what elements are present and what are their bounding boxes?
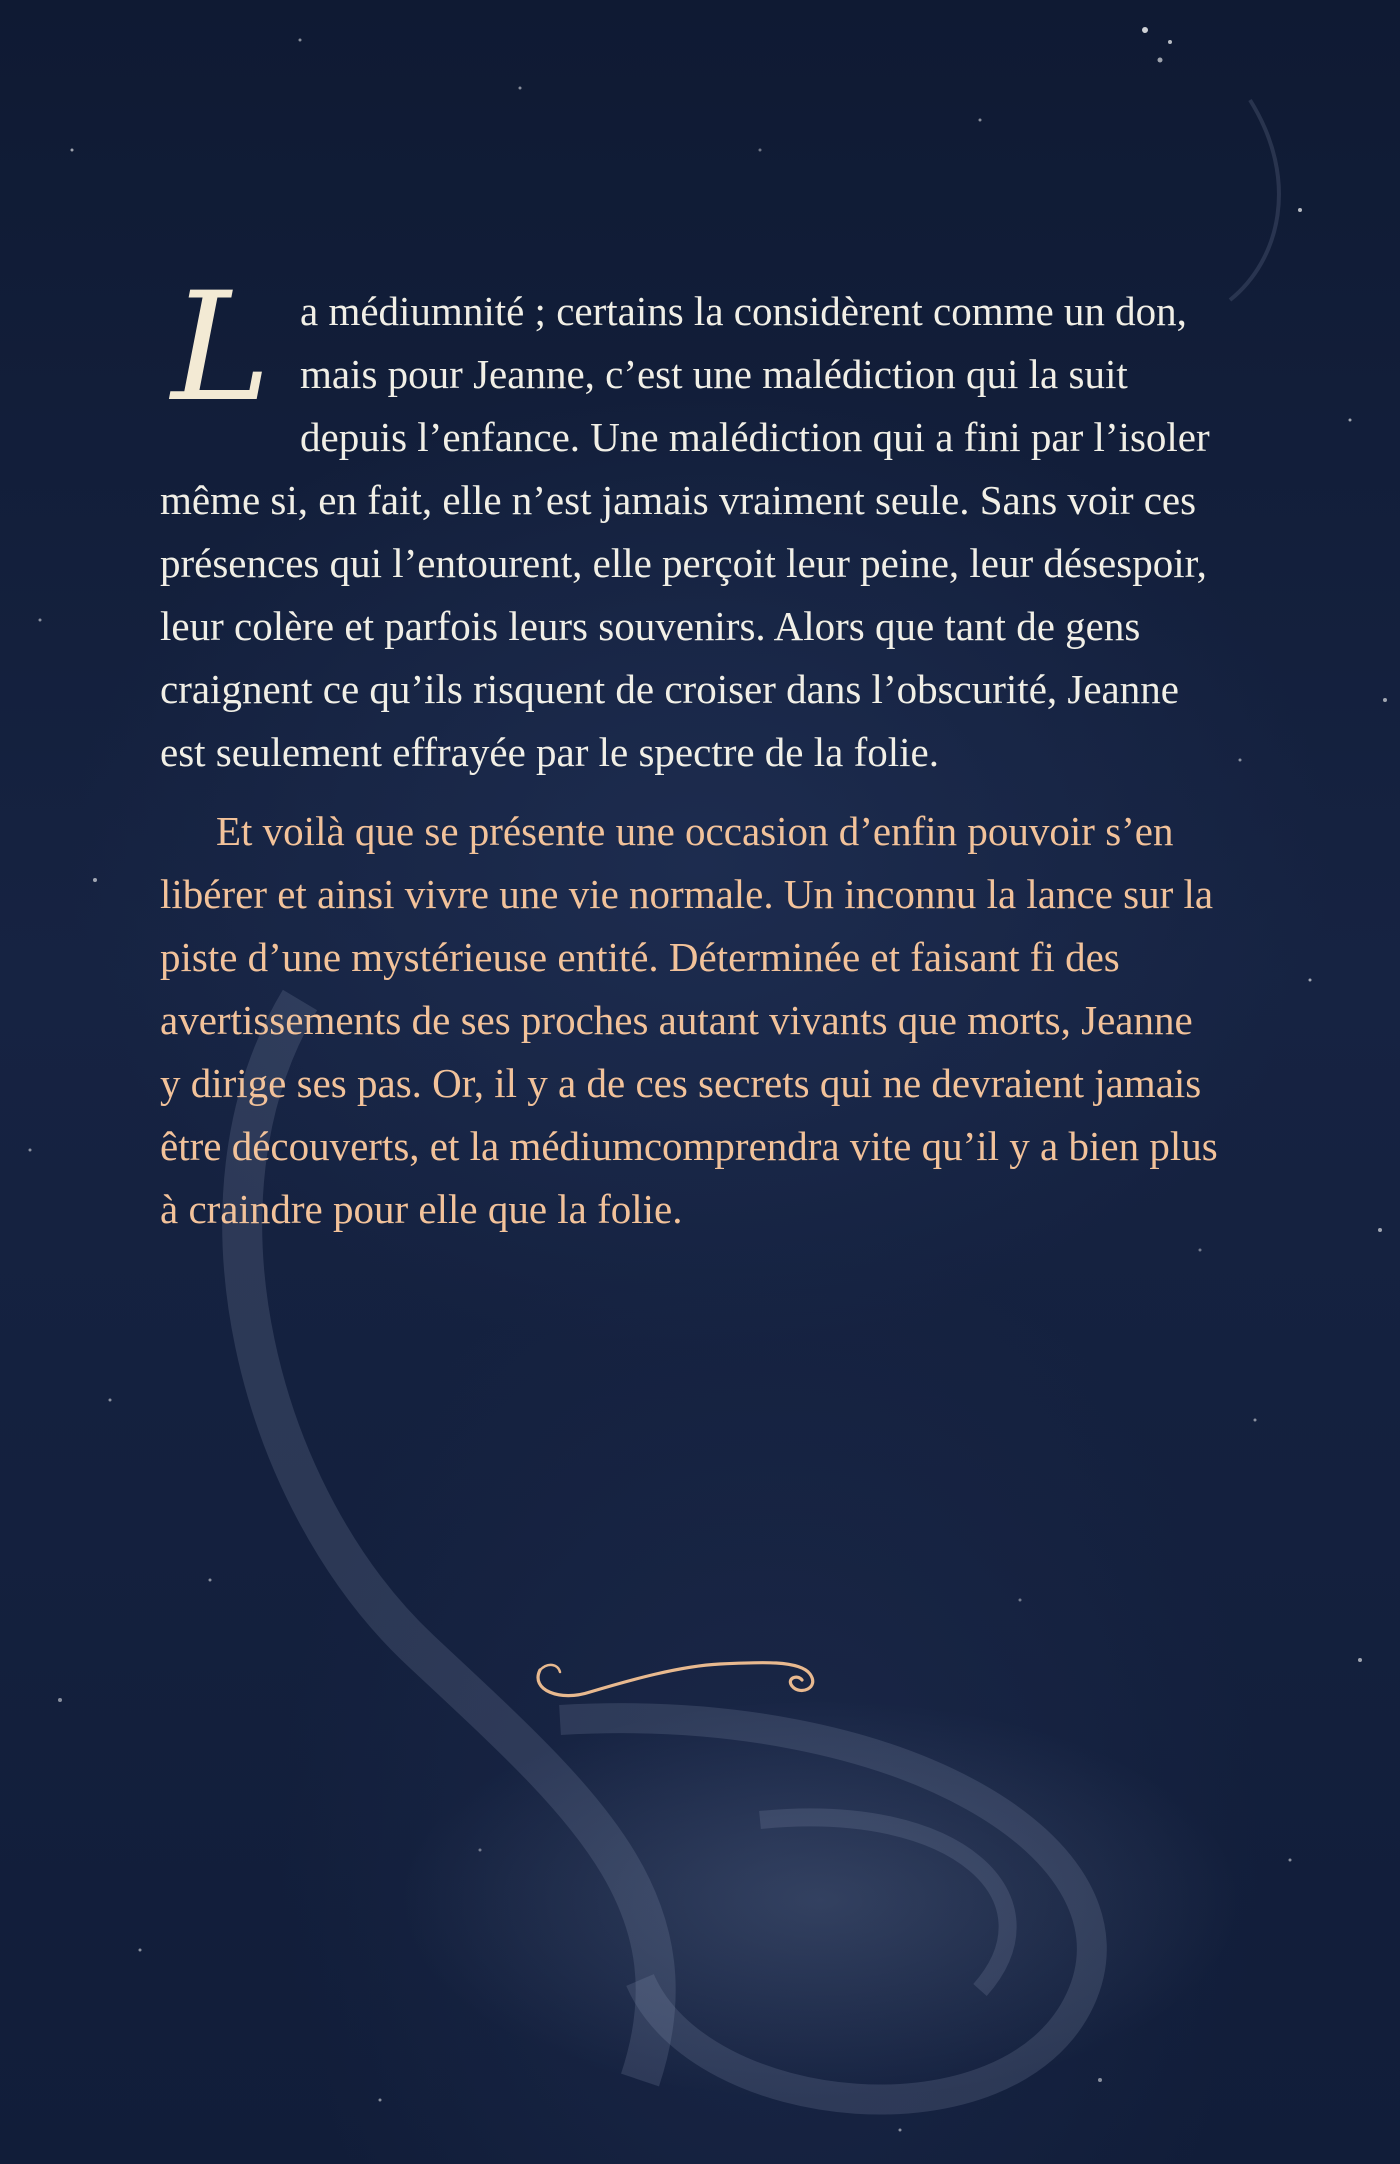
flourish-ornament [530, 1640, 830, 1720]
blurb-paragraph-1 [160, 261, 1220, 784]
blurb-paragraph-2: Et voilà que se présente une occasion d’enfin pouvoir s’en libérer et ainsi vivre une vie normale. Un inconnu la lance sur la piste d’une mystérieuse entité. Déterminée et faisant fi des avertissements de ses proches autant vivants que morts, Jeanne y dirige ses pas. Or, il y a de ces secrets qui ne devraient jamais être découverts, et la médiumcomprendra vite qu’il y a bien plus à craindre pour elle que la folie. [160, 808, 1218, 1232]
back-cover-blurb [160, 261, 1220, 1241]
dropcap-letter: L [171, 261, 271, 435]
paragraph-1-text: a médiumnité ; certains la considèrent comme un don, mais pour Jeanne, c’est une malédiction qui la suit depuis l’enfance. Une malédiction qui a fini par l’isoler même si, en fait, elle n’est jamais vraiment seule. Sans voir ces présences qui l’entourent, elle perçoit leur peine, leur désespoir, leur colère et parfois leurs souvenirs. Alors que tant de gens craignent ce qu’ils risquent de croiser dans l’obscurité, Jeanne est seulement effrayée par le spectre de la folie. [160, 288, 1210, 775]
